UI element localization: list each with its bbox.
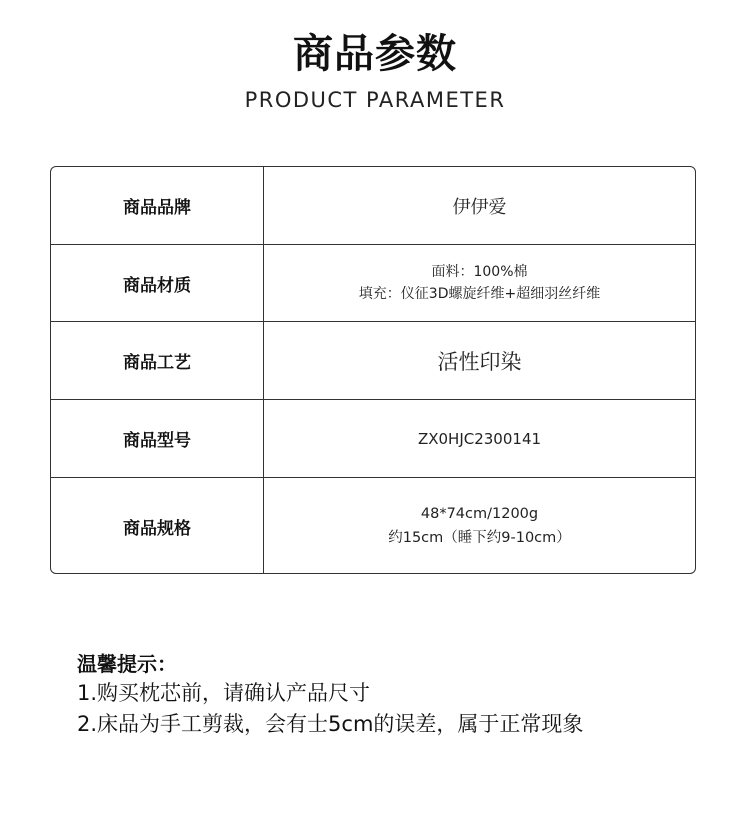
param-label: 商品材质 [51,245,264,321]
param-value: 面料：100%棉 [431,264,528,280]
param-label: 商品规格 [51,478,264,574]
tips-line: 1.购买枕芯前，请确认产品尺寸 [77,681,371,705]
param-value: 填充：仪征3D螺旋纤维+超细羽丝纤维 [358,286,601,302]
table-row-material [51,245,695,322]
param-value-cell [264,478,695,574]
param-value: 约15cm（睡下约9-10cm） [388,530,571,546]
table-row-spec [51,478,695,574]
param-value: 48*74cm/1200g [420,506,539,522]
page-subtitle: PRODUCT PARAMETER [244,88,506,112]
param-value: 活性印染 [437,349,522,374]
table-row-craft [51,322,695,400]
param-label: 商品品牌 [51,167,264,244]
param-label: 商品型号 [51,400,264,477]
param-value: 伊伊爱 [452,196,507,218]
param-value-cell [264,245,695,321]
param-value-cell [264,400,695,477]
tips-section [77,650,717,740]
tips-title: 温馨提示： [77,652,177,676]
tips-line: 2.床品为手工剪裁，会有士5cm的误差，属于正常现象 [77,712,584,736]
page-title: 商品参数 [293,31,457,77]
param-value: ZX0HJC2300141 [417,429,542,448]
table-row-brand [51,167,695,245]
table-row-model [51,400,695,478]
param-value-cell [264,322,695,399]
parameter-table [50,166,696,574]
param-value-cell [264,167,695,244]
param-label: 商品工艺 [51,322,264,399]
